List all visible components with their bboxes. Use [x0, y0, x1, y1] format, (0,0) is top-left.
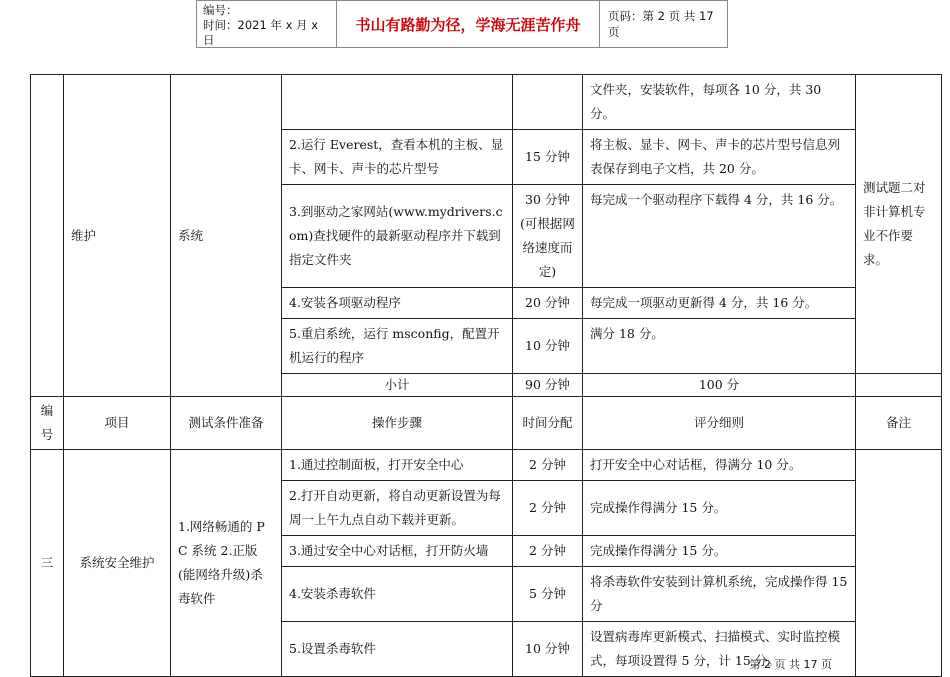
cell-time: 30 分钟(可根据网络速度而定) [513, 185, 583, 288]
cell-step: 4.安装各项驱动程序 [282, 288, 513, 319]
header-number: 编号： [203, 3, 238, 17]
cell-num [31, 75, 64, 397]
col-score: 评分细则 [583, 397, 856, 450]
cell-score: 满分 18 分。 [583, 319, 856, 374]
col-note: 备注 [856, 397, 942, 450]
cell-time: 10 分钟 [513, 622, 583, 677]
cell-score: 设置病毒库更新模式、扫描模式、实时监控模式，每项设置得 5 分，计 15 分。 [583, 622, 856, 677]
cell-score: 完成操作得满分 15 分。 [583, 481, 856, 536]
header-meta [197, 1, 337, 47]
cell-time: 2 分钟 [513, 450, 583, 481]
cell-score: 每完成一个驱动程序下载得 4 分，共 16 分。 [583, 185, 856, 288]
cell-condition: 1.网络畅通的 PC 系统 2.正版(能网络升级)杀毒软件 [171, 450, 282, 677]
cell-num: 三 [31, 450, 64, 677]
cell-step: 4.安装杀毒软件 [282, 567, 513, 622]
cell-score: 将杀毒软件安装到计算机系统，完成操作得 15 分 [583, 567, 856, 622]
cell-note-empty [856, 374, 942, 397]
cell-step: 1.通过控制面板，打开安全中心 [282, 450, 513, 481]
subtotal-label: 小计 [282, 374, 513, 397]
cell-step: 3.到驱动之家网站(www.mydrivers.com)查找硬件的最新驱动程序并下载到指定文件夹 [282, 185, 513, 288]
table-row [31, 75, 942, 130]
cell-step: 2.运行 Everest，查看本机的主板、显卡、网卡、声卡的芯片型号 [282, 130, 513, 185]
cell-condition: 系统 [171, 75, 282, 397]
cell-time: 5 分钟 [513, 567, 583, 622]
column-header-row [31, 397, 942, 450]
page-header [196, 0, 728, 48]
subtotal-score: 100 分 [583, 374, 856, 397]
header-time: 时间：2021 年 x 月 x 日 [203, 18, 318, 47]
cell-note [856, 450, 942, 677]
cell-score: 打开安全中心对话框，得满分 10 分。 [583, 450, 856, 481]
cell-time: 2 分钟 [513, 481, 583, 536]
subtotal-time: 90 分钟 [513, 374, 583, 397]
cell-step: 5.设置杀毒软件 [282, 622, 513, 677]
cell-step [282, 75, 513, 130]
cell-score: 每完成一项驱动更新得 4 分，共 16 分。 [583, 288, 856, 319]
cell-step: 3.通过安全中心对话框，打开防火墙 [282, 536, 513, 567]
col-step: 操作步骤 [282, 397, 513, 450]
cell-step: 5.重启系统，运行 msconfig，配置开机运行的程序 [282, 319, 513, 374]
cell-step: 2.打开自动更新，将自动更新设置为每周一上午九点自动下载并更新。 [282, 481, 513, 536]
cell-score: 将主板、显卡、网卡、声卡的芯片型号信息列表保存到电子文档，共 20 分。 [583, 130, 856, 185]
cell-score: 完成操作得满分 15 分。 [583, 536, 856, 567]
cell-time: 2 分钟 [513, 536, 583, 567]
header-motto: 书山有路勤为径，学海无涯苦作舟 [337, 1, 600, 47]
cell-project: 维护 [64, 75, 171, 397]
cell-score: 文件夹，安装软件，每项各 10 分，共 30 分。 [583, 75, 856, 130]
col-num: 编号 [31, 397, 64, 450]
col-project: 项目 [64, 397, 171, 450]
page-footer: 第 2 页 共 17 页 [749, 658, 832, 671]
col-time: 时间分配 [513, 397, 583, 450]
cell-time: 20 分钟 [513, 288, 583, 319]
cell-note: 测试题二对非计算机专业不作要求。 [856, 75, 942, 374]
table-row [31, 450, 942, 481]
cell-time: 15 分钟 [513, 130, 583, 185]
col-condition: 测试条件准备 [171, 397, 282, 450]
cell-project: 系统安全维护 [64, 450, 171, 677]
header-page: 页码：第 2 页 共 17 页 [608, 9, 714, 39]
cell-time [513, 75, 583, 130]
cell-time: 10 分钟 [513, 319, 583, 374]
assessment-table [30, 74, 942, 677]
